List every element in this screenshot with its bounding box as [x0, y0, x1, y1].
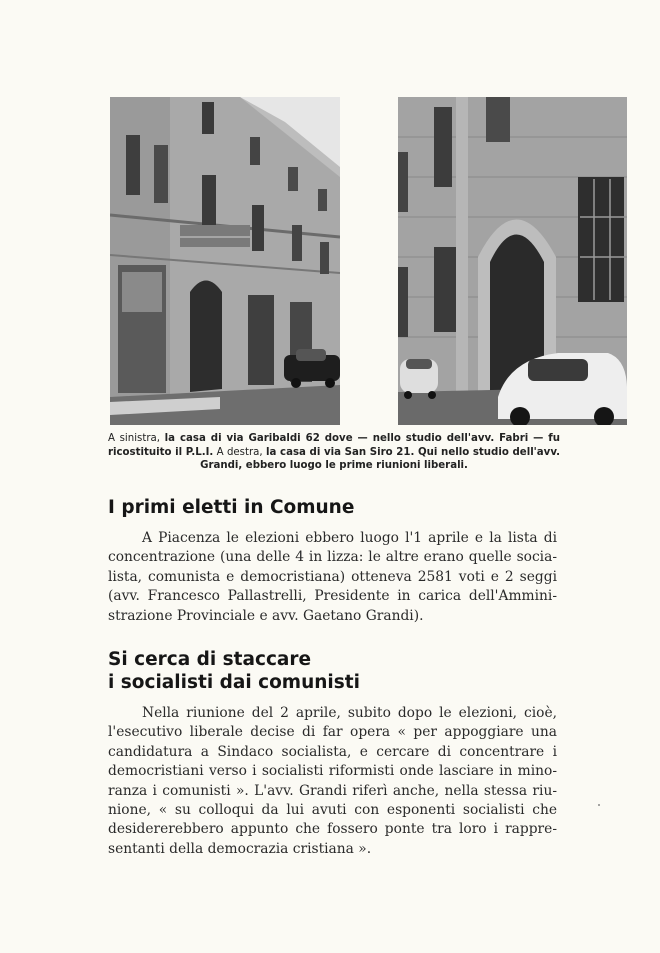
- heading-line-2: i socialisti dai comunisti: [108, 672, 360, 693]
- caption-bold-1: la casa di via Garibaldi 62 dove — nello studio dell'avv. Fabri — fu ricostituito il P.L.I.: [108, 433, 560, 458]
- heading-line-1: Si cerca di staccare: [108, 649, 312, 670]
- paper-speck: [598, 804, 600, 806]
- section-heading-primi-eletti: I primi eletti in Comune: [108, 497, 355, 518]
- caption-bold-2: la casa di via San Siro 21. Qui nello studio dell'avv. Grandi, ebbero luogo le prime riunioni liberali.: [200, 446, 560, 471]
- photo-via-san-siro: [398, 97, 627, 425]
- building-photo-right-icon: [398, 97, 627, 425]
- building-photo-left-icon: [110, 97, 340, 425]
- caption-text-1: A sinistra,: [108, 433, 165, 444]
- photo-caption: [108, 432, 560, 473]
- photo-via-garibaldi: [110, 97, 340, 425]
- paragraph-elezioni: A Piacenza le elezioni ebbero luogo l'1 aprile e la lista di concentrazione (una delle 4 in lizza: le altre erano quelle socialista, comunista e democristiana) otteneva 2581 voti e 2 seggi (avv. Francesco Pallastrelli, Presidente in carica dell'Amministrazione Provinciale e avv. Gaetano Grandi).: [108, 530, 557, 624]
- section-heading-socialisti: [108, 648, 360, 694]
- caption-text-2: A destra,: [213, 446, 266, 458]
- paragraph-riunione: Nella riunione del 2 aprile, subito dopo le elezioni, cioè, l'esecutivo liberale decise di far opera « per appoggiare una candidatura a Sindaco socialista, e cercare di concentrare i democristiani verso i socialisti riformisti onde lasciare in minoranza i comunisti ». L'avv. Grandi riferì anche, nella stessa riunione, « su colloqui da lui avuti con esponenti socialisti che desidererebbero appunto che fossero ponte tra loro i rappresentanti della democrazia cristiana ».: [108, 705, 557, 857]
